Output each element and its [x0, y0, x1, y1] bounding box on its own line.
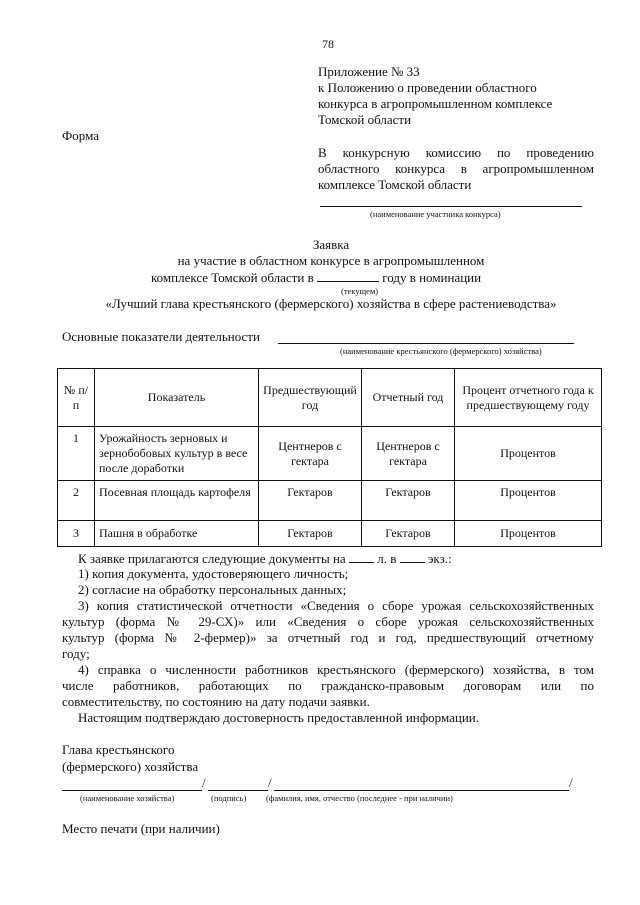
year-field[interactable]: [317, 269, 379, 282]
document-item-4: [62, 662, 594, 710]
documents-intro-text: К заявке прилагаются следующие документы на: [78, 551, 346, 566]
table-row: [58, 427, 602, 481]
addressee-line: В конкурсную комиссию по проведению: [318, 145, 594, 160]
head-label-line1: Глава крестьянского: [62, 742, 175, 757]
farm-name-field[interactable]: [62, 790, 202, 791]
document-item-1: 1) копия документа, удостоверяющего личность;: [78, 566, 349, 581]
row-number: 2: [58, 481, 95, 521]
document-item-2: 2) согласие на обработку персональных данных;: [78, 582, 347, 597]
participant-caption: (наименование участника конкурса): [370, 209, 501, 219]
table-row: [58, 521, 602, 547]
appendix-title: Приложение № 33: [318, 64, 420, 79]
participant-name-line[interactable]: [320, 206, 582, 207]
document-item-3-line: культур (форма № 29-СХ)» или «Сведения о сборе урожая сельскохозяйственных: [62, 614, 594, 629]
row-indicator: Посевная площадь картофеля: [95, 481, 259, 521]
head-label-line2: (фермерского) хозяйства: [62, 759, 199, 774]
slash: /: [202, 775, 206, 790]
row-percent[interactable]: Процентов: [455, 521, 602, 547]
header-number: № п/п: [58, 369, 95, 427]
documents-intro-text: экз.:: [427, 551, 452, 566]
slash: /: [268, 775, 272, 790]
application-line2-after: году в номинации: [382, 270, 482, 285]
indicators-label: Основные показатели деятельности: [62, 329, 260, 344]
document-item-3-line: культур (форма № 2-фермер)» за отчетный год и год, предшествующий отчетному: [62, 630, 594, 645]
row-number: 3: [58, 521, 95, 547]
row-reporting-year[interactable]: Центнеров с гектара: [362, 427, 455, 481]
document-item-3-line: году;: [62, 646, 90, 661]
application-title: Заявка: [312, 237, 350, 252]
row-percent[interactable]: Процентов: [455, 481, 602, 521]
table-row: [58, 481, 602, 521]
documents-intro-text: л. в: [377, 551, 397, 566]
application-line1: на участие в областном конкурсе в агропромышленном: [177, 253, 485, 268]
document-item-3: [62, 598, 594, 662]
signature-field[interactable]: [208, 790, 268, 791]
indicators-table: [57, 368, 602, 547]
row-number: 1: [58, 427, 95, 481]
header-reporting-year: Отчетный год: [362, 369, 455, 427]
appendix-line: к Положению о проведении областного: [318, 80, 537, 95]
header-indicator: Показатель: [95, 369, 259, 427]
document-item-3-line: 3) копия статистической отчетности «Сведения о сборе урожая сельскохозяйственных: [78, 598, 594, 613]
document-item-4-line: 4) справка о численности работников крестьянского (фермерского) хозяйства, в том: [78, 662, 594, 677]
nomination: «Лучший глава крестьянского (фермерского) хозяйства в сфере растениеводства»: [105, 296, 557, 311]
full-name-field[interactable]: [274, 790, 569, 791]
pages-count-field[interactable]: [349, 550, 374, 563]
documents-intro: [78, 550, 452, 567]
farm-name-caption: (наименование хозяйства): [80, 793, 175, 803]
row-reporting-year[interactable]: Гектаров: [362, 481, 455, 521]
row-reporting-year[interactable]: Гектаров: [362, 521, 455, 547]
copies-count-field[interactable]: [400, 550, 425, 563]
addressee-block: [318, 145, 594, 193]
indicators-caption: (наименование крестьянского (фермерского) хозяйства): [340, 346, 542, 356]
form-label: Форма: [62, 128, 99, 143]
header-previous-year: Предшествующий год: [259, 369, 362, 427]
slash: /: [569, 775, 573, 790]
full-name-caption: (фамилия, имя, отчество (последнее - при наличии): [266, 793, 453, 803]
appendix-block: [318, 64, 608, 128]
page-number: 78: [322, 37, 334, 51]
farm-name-line[interactable]: [278, 343, 574, 344]
row-indicator: Урожайность зерновых и зернобобовых культур в весе после доработки: [95, 427, 259, 481]
confirmation-text: Настоящим подтверждаю достоверность предоставленной информации.: [78, 710, 480, 725]
row-previous-year[interactable]: Гектаров: [259, 521, 362, 547]
document-item-4-line: числе работников, работающих по гражданско-правовым договорам или по: [62, 678, 594, 693]
application-line2-before: комплексе Томской области в: [151, 270, 314, 285]
table-header-row: [58, 369, 602, 427]
stamp-place: Место печати (при наличии): [62, 821, 220, 836]
row-previous-year[interactable]: Гектаров: [259, 481, 362, 521]
row-previous-year[interactable]: Центнеров с гектара: [259, 427, 362, 481]
addressee-line: областного конкурса в агропромышленном: [318, 161, 594, 176]
addressee-line: комплексе Томской области: [318, 177, 472, 192]
header-percent: Процент отчетного года к предшествующему году: [455, 369, 602, 427]
application-line2: [151, 269, 481, 286]
document-item-4-line: совместительству, по состоянию на дату подачи заявки.: [62, 694, 370, 709]
signature-caption: (подпись): [211, 793, 247, 803]
appendix-line: конкурса в агропромышленном комплексе: [318, 96, 553, 111]
appendix-line: Томской области: [318, 112, 412, 127]
row-percent[interactable]: Процентов: [455, 427, 602, 481]
current-caption: (текущем): [341, 286, 379, 296]
row-indicator: Пашня в обработке: [95, 521, 259, 547]
